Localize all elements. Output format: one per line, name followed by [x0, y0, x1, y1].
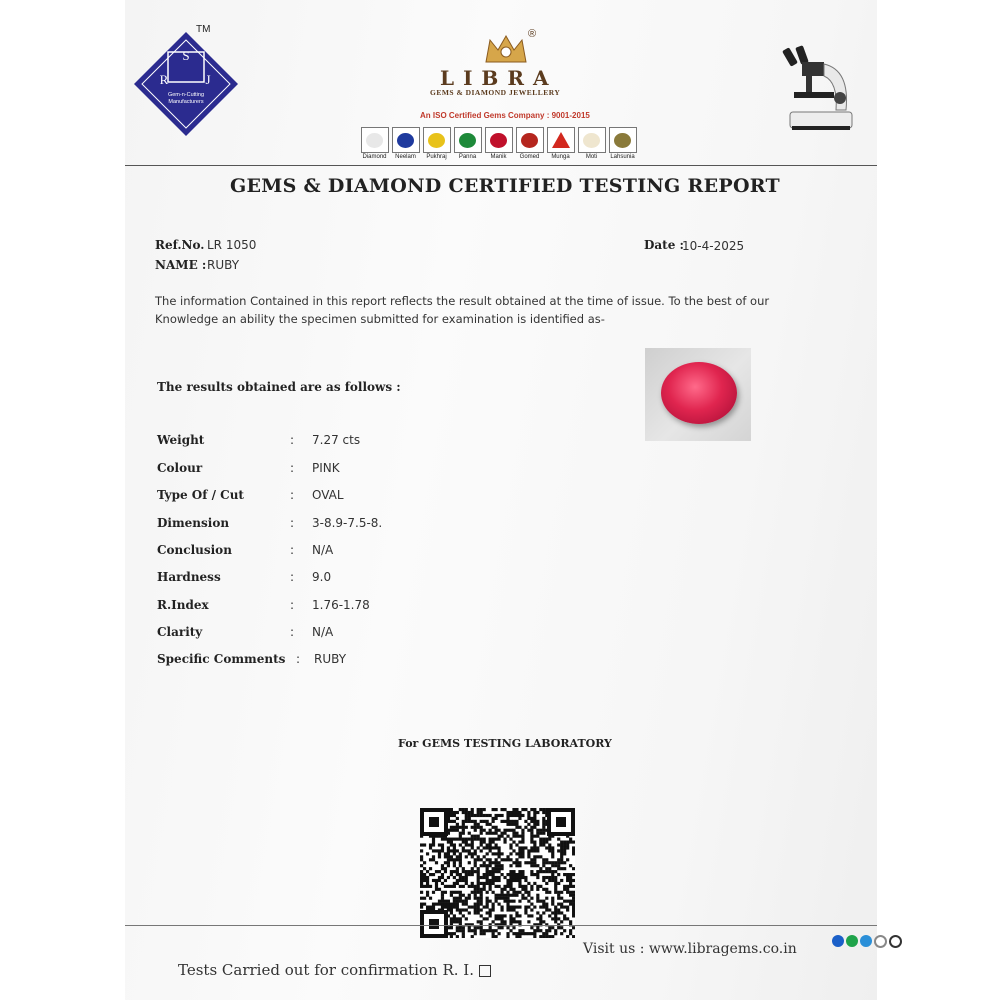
result-label: Specific Comments: [157, 652, 286, 666]
gem-stone-icon: [397, 133, 414, 148]
result-value: 1.76-1.78: [312, 598, 370, 612]
gem-stone-icon: [614, 133, 631, 148]
result-value: 7.27 cts: [312, 433, 361, 447]
result-colon: :: [290, 598, 295, 612]
result-colon: :: [290, 461, 295, 475]
gem-swatch: [485, 127, 513, 153]
footer-note-text: Tests Carried out for confirmation R. I.: [178, 961, 474, 979]
gem-item-manik: [484, 127, 513, 161]
libra-crown-icon: [482, 32, 530, 66]
result-colon: :: [296, 652, 301, 666]
gem-stone-icon: [583, 133, 600, 148]
result-label: Conclusion: [157, 543, 232, 557]
social-icon[interactable]: [846, 935, 858, 947]
srj-logo: [130, 28, 242, 140]
gem-label: Gomed: [519, 154, 540, 160]
gem-photo: [645, 348, 751, 441]
result-label: Dimension: [157, 516, 230, 530]
date-value: 10-4-2025: [682, 239, 745, 253]
report-title: GEMS & DIAMOND CERTIFIED TESTING REPORT: [229, 175, 780, 197]
ruby-stone-image: [661, 362, 737, 424]
result-colon: :: [290, 543, 295, 557]
gem-item-neelam: [391, 127, 420, 161]
gem-item-pukhraj: [422, 127, 451, 161]
gem-swatch: [609, 127, 637, 153]
header-divider: [125, 165, 877, 166]
result-label: Type Of / Cut: [157, 488, 244, 502]
gem-stone-icon: [459, 133, 476, 148]
result-label: R.Index: [157, 598, 209, 612]
gem-item-panna: [453, 127, 482, 161]
result-colon: :: [290, 625, 295, 639]
gem-label: Munga: [551, 154, 570, 160]
result-value: N/A: [312, 625, 334, 639]
gem-label: Pukhraj: [426, 154, 447, 160]
microscope-icon: [780, 40, 860, 135]
gem-label: Neelam: [395, 154, 416, 160]
result-label: Colour: [157, 461, 203, 475]
ref-label: Ref.No.: [155, 238, 205, 252]
social-icon[interactable]: [860, 935, 872, 947]
website-link[interactable]: Visit us : www.libragems.co.in: [583, 941, 797, 957]
result-value: 9.0: [312, 570, 332, 584]
date-label: Date :: [644, 238, 684, 252]
result-label: Clarity: [157, 625, 203, 639]
gem-stone-icon: [521, 133, 538, 148]
gem-swatch: [516, 127, 544, 153]
gem-label: Diamond: [362, 154, 387, 160]
gem-item-gomed: [515, 127, 544, 161]
footer-divider: [125, 925, 877, 926]
trademark-mark: TM: [196, 24, 211, 35]
gem-stone-icon: [552, 132, 570, 148]
result-value: N/A: [312, 543, 334, 557]
result-colon: :: [290, 570, 295, 584]
gem-item-diamond: [360, 127, 389, 161]
results-heading: The results obtained are as follows :: [157, 380, 401, 394]
name-label: NAME :: [155, 258, 207, 272]
gem-stone-icon: [428, 133, 445, 148]
checkbox-icon: [479, 965, 491, 977]
result-label: Weight: [157, 433, 205, 447]
gem-label: Manik: [490, 154, 507, 160]
qr-code[interactable]: [420, 808, 575, 938]
name-value: RUBY: [207, 258, 240, 272]
gem-item-lahsunia: [608, 127, 637, 161]
srj-logo-text: J: [205, 72, 211, 87]
gem-item-munga: [546, 127, 575, 161]
gem-swatch: [578, 127, 606, 153]
libra-brand-name: LIBRA: [440, 66, 558, 90]
social-icon[interactable]: [874, 935, 887, 948]
gem-swatch: [454, 127, 482, 153]
result-colon: :: [290, 488, 295, 502]
intro-paragraph: The information Contained in this report reflects the result obtained at the time of issue. To the best of our Knowledge an ability the specimen submitted for examination is identified as-: [155, 294, 770, 326]
gem-swatch: [547, 127, 575, 153]
iso-certification: An ISO Certified Gems Company : 9001-2015: [420, 111, 590, 120]
gem-label: Lahsunia: [610, 154, 635, 160]
srj-logo-text: R: [159, 72, 169, 87]
result-colon: :: [290, 433, 295, 447]
gem-label: Panna: [458, 154, 477, 160]
gem-item-moti: [577, 127, 606, 161]
gem-swatch: [361, 127, 389, 153]
gem-swatch: [423, 127, 451, 153]
registered-mark: ®: [528, 28, 537, 40]
ref-value: LR 1050: [207, 238, 257, 252]
srj-logo-text: Gem-n-Cutting: [167, 92, 205, 98]
footer-note: [178, 961, 491, 979]
social-icon[interactable]: [832, 935, 844, 947]
srj-logo-text: S: [182, 48, 190, 63]
srj-logo-text: Manufacturers: [168, 99, 204, 105]
gem-strip: [360, 127, 637, 161]
gem-swatch: [392, 127, 420, 153]
result-colon: :: [290, 516, 295, 530]
result-label: Hardness: [157, 570, 221, 584]
result-value: OVAL: [312, 488, 344, 502]
gem-label: Moti: [585, 154, 598, 160]
result-value: PINK: [312, 461, 340, 475]
result-value: 3-8.9-7.5-8.: [312, 516, 383, 530]
social-icons: [832, 935, 902, 948]
social-icon[interactable]: [889, 935, 902, 948]
gem-stone-icon: [366, 133, 383, 148]
libra-tagline: GEMS & DIAMOND JEWELLERY: [430, 88, 561, 97]
lab-signature-line: For GEMS TESTING LABORATORY: [398, 737, 612, 750]
gem-stone-icon: [490, 133, 507, 148]
result-value: RUBY: [314, 652, 347, 666]
